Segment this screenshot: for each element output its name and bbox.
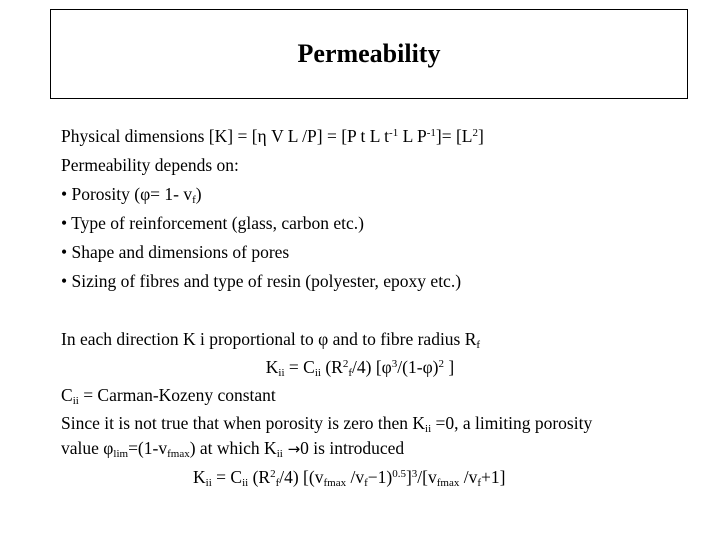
- equation-limiting: [193, 467, 505, 487]
- bullet-text: • Porosity (: [61, 184, 141, 204]
- exponent: 2: [342, 358, 349, 370]
- exponent: 3: [411, 468, 418, 480]
- eta-symbol: η: [257, 126, 267, 146]
- eq-text: (R: [248, 467, 271, 487]
- eq-text: K: [265, 357, 279, 377]
- exponent: 2: [472, 127, 478, 139]
- subscript: ii: [276, 448, 283, 460]
- eq-text: ]: [444, 357, 455, 377]
- value-text: =(1-v: [128, 438, 168, 458]
- direction-text: In each direction K i proportional to: [61, 329, 319, 349]
- bullet-sizing: • Sizing of fibres and type of resin (polyester, epoxy etc.): [61, 271, 462, 291]
- value-text: 0 is introduced: [300, 438, 405, 458]
- bullet-pores: • Shape and dimensions of pores: [61, 242, 290, 262]
- bullet-reinforcement: • Type of reinforcement (glass, carbon etc.): [61, 213, 364, 233]
- dims-text: L P: [398, 126, 427, 146]
- subscript: ii: [242, 477, 249, 489]
- title-box: [50, 9, 688, 99]
- eq-text: −1): [367, 467, 393, 487]
- dims-text: ]: [478, 126, 484, 146]
- phi-symbol: φ: [140, 184, 151, 204]
- subscript: ii: [425, 423, 432, 435]
- subscript: fmax: [323, 477, 347, 489]
- since-text: Since it is not true that when porosity is zero then K: [61, 413, 426, 433]
- eq-text: = C: [211, 467, 243, 487]
- carman-text: C: [61, 385, 73, 405]
- since-line: [61, 413, 592, 433]
- subscript: lim: [113, 448, 129, 460]
- eq-text: K: [193, 467, 206, 487]
- eq-text: ]: [405, 467, 412, 487]
- exponent: -1: [426, 127, 436, 139]
- subscript: ii: [314, 367, 321, 379]
- value-text: value: [61, 438, 104, 458]
- exponent: 0.5: [392, 468, 406, 480]
- phi-symbol: φ: [381, 357, 392, 377]
- bullet-text: ): [195, 184, 202, 204]
- subscript: f: [364, 477, 368, 489]
- exponent: 2: [270, 468, 276, 480]
- carman-text: = Carman-Kozeny constant: [78, 385, 276, 405]
- subscript: fmax: [436, 477, 460, 489]
- value-line: [61, 438, 404, 459]
- depends-line: Permeability depends on:: [61, 155, 239, 175]
- subscript: f: [477, 477, 482, 489]
- subscript: f: [476, 339, 481, 351]
- direction-text: and to fibre radius R: [328, 329, 477, 349]
- value-text: ) at which K: [189, 438, 277, 458]
- phi-symbol: φ: [318, 329, 329, 349]
- arrow-right-icon: →: [282, 440, 301, 458]
- exponent: -1: [389, 127, 399, 139]
- eq-text: +1]: [481, 467, 506, 487]
- eq-text: /v: [459, 467, 478, 487]
- direction-line: [61, 329, 480, 349]
- subscript: ii: [205, 477, 212, 489]
- exponent: 3: [391, 358, 398, 370]
- subscript: f: [348, 367, 353, 379]
- eq-text: (R: [320, 357, 343, 377]
- eq-text: ): [432, 357, 439, 377]
- carman-line: [61, 385, 276, 405]
- eq-text: /4) [: [352, 357, 382, 377]
- since-text: =0, a limiting porosity: [431, 413, 593, 433]
- eq-text: /(1-: [397, 357, 423, 377]
- eq-text: /[v: [417, 467, 437, 487]
- subscript: f: [192, 194, 196, 206]
- subscript: ii: [278, 367, 285, 379]
- dims-text: Physical dimensions [K] = [: [61, 126, 258, 146]
- page-title: Permeability: [297, 39, 441, 68]
- dims-text: V L /P] = [P t L t: [266, 126, 390, 146]
- bullet-text: = 1- v: [150, 184, 193, 204]
- subscript: fmax: [167, 448, 190, 460]
- subscript: f: [275, 477, 280, 489]
- eq-text: /v: [346, 467, 365, 487]
- subscript: ii: [72, 395, 79, 407]
- bullet-porosity: [61, 184, 202, 204]
- phi-symbol: φ: [103, 438, 114, 458]
- dims-text: ]= [L: [435, 126, 473, 146]
- eq-text: /4) [(v: [279, 467, 324, 487]
- exponent: 2: [438, 358, 444, 370]
- equation-kozeny: [0, 357, 720, 377]
- physical-dimensions-line: [61, 126, 484, 146]
- eq-text: = C: [284, 357, 315, 377]
- phi-symbol: φ: [422, 357, 433, 377]
